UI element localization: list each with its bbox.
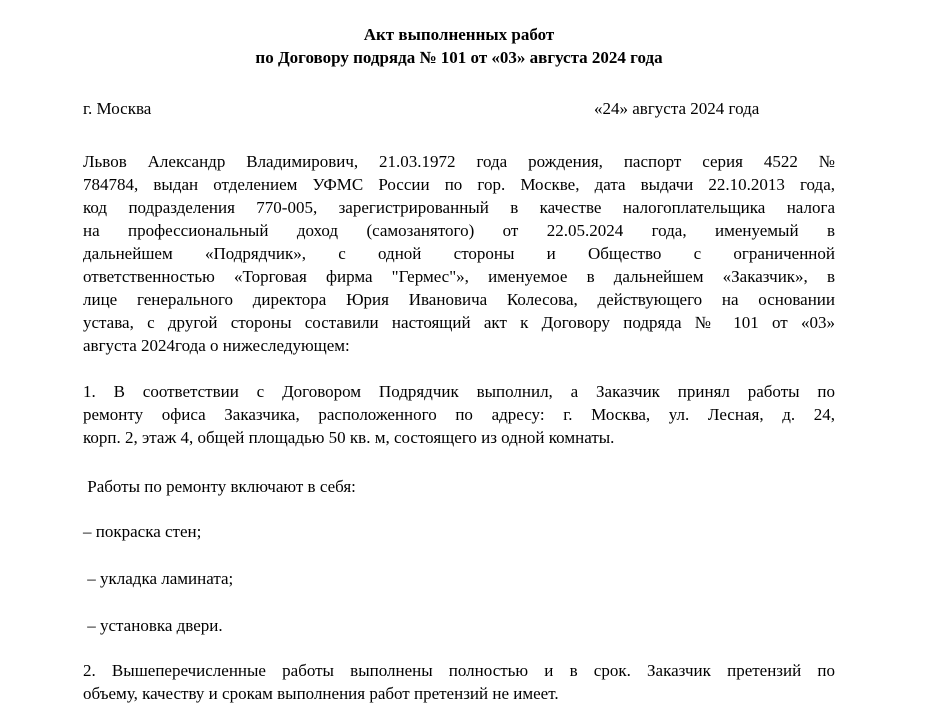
paragraph-line: 2. Вышеперечисленные работы выполнены полностью и в срок. Заказчик претензий по xyxy=(83,661,835,680)
paragraph-line: ремонту офиса Заказчика, расположенного по адресу: г. Москва, ул. Лесная, д. 24, xyxy=(83,405,835,424)
document-subtitle: по Договору подряда № 101 от «03» августа 2024 года xyxy=(255,48,663,67)
paragraph-line: лице генерального директора Юрия Ивановича Колесова, действующего на основании xyxy=(83,290,835,309)
paragraph-line: устава, с другой стороны составили настоящий акт к Договору подряда № 101 от «03» xyxy=(83,313,835,332)
paragraph-line: корп. 2, этаж 4, общей площадью 50 кв. м, состоящего из одной комнаты. xyxy=(83,428,615,447)
paragraph-line: ответственностью «Торговая фирма "Гермес"», именуемое в дальнейшем «Заказчик», в xyxy=(83,267,835,286)
document-date: «24» августа 2024 года xyxy=(594,99,760,118)
paragraph-line: 784784, выдан отделением УФМС России по гор. Москве, дата выдачи 22.10.2013 года, xyxy=(83,175,835,194)
paragraph-line: код подразделения 770-005, зарегистрированный в качестве налогоплательщика налога xyxy=(83,198,835,217)
works-list-item: – покраска стен; xyxy=(83,522,202,541)
point-1-paragraph xyxy=(83,380,835,449)
document-title: Акт выполненных работ xyxy=(363,25,555,44)
works-list-item: – установка двери. xyxy=(83,616,223,635)
works-list-item: – укладка ламината; xyxy=(83,569,234,588)
paragraph-line: объему, качеству и срокам выполнения работ претензий не имеет. xyxy=(83,684,559,703)
paragraph-line: Львов Александр Владимирович, 21.03.1972 года рождения, паспорт серия 4522 № xyxy=(83,152,835,171)
paragraph-line: августа 2024года о нижеследующем: xyxy=(83,336,350,355)
point-2-paragraph xyxy=(83,659,835,705)
paragraph-line: дальнейшем «Подрядчик», с одной стороны и Общество с ограниченной xyxy=(83,244,835,263)
works-intro: Работы по ремонту включают в себя: xyxy=(83,477,356,496)
paragraph-line: 1. В соответствии с Договором Подрядчик выполнил, а Заказчик принял работы по xyxy=(83,382,835,401)
preamble-paragraph xyxy=(83,150,835,357)
paragraph-line: на профессиональный доход (самозанятого) от 22.05.2024 года, именуемый в xyxy=(83,221,835,240)
city: г. Москва xyxy=(83,99,152,118)
